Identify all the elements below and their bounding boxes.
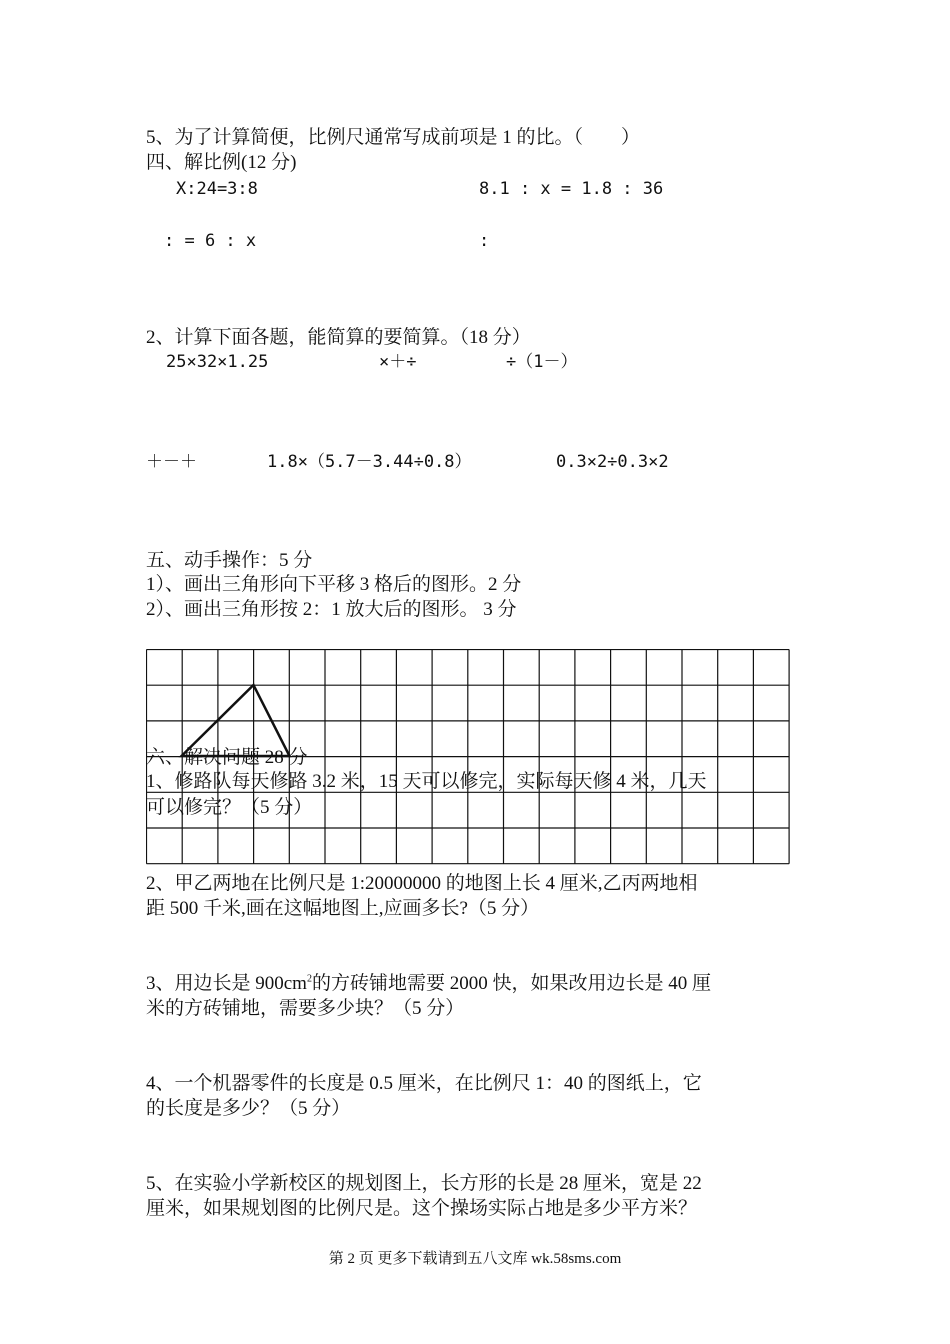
- word-problem-5-line-2: 厘米，如果规划图的比例尺是。这个操场实际占地是多少平方米？: [146, 1198, 698, 1219]
- hands-on-question-2: 2）、画出三角形按 2：1 放大后的图形。 3 分: [146, 599, 517, 620]
- word-problem-4-line-2: 的长度是多少？（5 分）: [146, 1098, 351, 1119]
- proportion-equation-3: : = 6 : x: [164, 231, 257, 251]
- word-problem-2-line-2: 距 500 千米,画在这幅地图上,应画多长?（5 分）: [146, 898, 540, 919]
- word-problem-1-line-1: 1、修路队每天修路 3.2 米，15 天可以修完，实际每天修 4 米，几天: [146, 771, 707, 792]
- word-problem-2-line-1: 2、甲乙两地在比例尺是 1:20000000 的地图上长 4 厘米,乙丙两地相: [146, 873, 698, 894]
- calc-expression-3: ÷（1－）: [506, 352, 578, 372]
- word-problem-3-line-2: 米的方砖铺地，需要多少块？（5 分）: [146, 998, 465, 1019]
- hands-on-question-1: 1）、画出三角形向下平移 3 格后的图形。2 分: [146, 574, 522, 595]
- superscript-squared: 2: [306, 973, 312, 985]
- calc-expression-4: ＋－＋: [146, 452, 197, 472]
- calc-expression-6: 0.3×2÷0.3×2: [556, 452, 669, 472]
- word-problem-3-text-b: 的方砖铺地需要 2000 快，如果改用边长是 40 厘: [311, 973, 711, 994]
- calc-expression-2: ×＋÷: [379, 352, 417, 372]
- word-problem-1-line-2: 可以修完？（5 分）: [146, 797, 313, 818]
- page-footer: 第 2 页 更多下载请到五八文库 wk.58sms.com: [328, 1251, 622, 1267]
- section-title-word-problems: 六、解决问题 28 分: [146, 747, 308, 768]
- section-title-hands-on: 五、动手操作：5 分: [146, 550, 313, 571]
- proportion-equation-1: X:24=3:8: [176, 179, 258, 199]
- word-problem-5-line-1: 5、在实验小学新校区的规划图上，长方形的长是 28 厘米，宽是 22: [146, 1173, 702, 1194]
- word-problem-4-line-1: 4、一个机器零件的长度是 0.5 厘米，在比例尺 1：40 的图纸上，它: [146, 1073, 702, 1094]
- section-title-calculation: 2、计算下面各题，能简算的要简算。（18 分）: [146, 327, 531, 348]
- calc-expression-1: 25×32×1.25: [166, 352, 269, 372]
- proportion-equation-2: 8.1 : x = 1.8 : 36: [479, 179, 664, 199]
- judge-question-5: 5、为了计算简便，比例尺通常写成前项是 1 的比。（ ）: [146, 127, 641, 148]
- proportion-equation-4: :: [479, 231, 490, 251]
- calc-expression-5: 1.8×（5.7－3.44÷0.8）: [267, 452, 472, 472]
- section-title-solve-proportion: 四、解比例(12 分): [146, 152, 297, 173]
- word-problem-3-text-a: 3、用边长是 900cm: [146, 973, 307, 994]
- word-problem-3-line-1: [146, 972, 711, 996]
